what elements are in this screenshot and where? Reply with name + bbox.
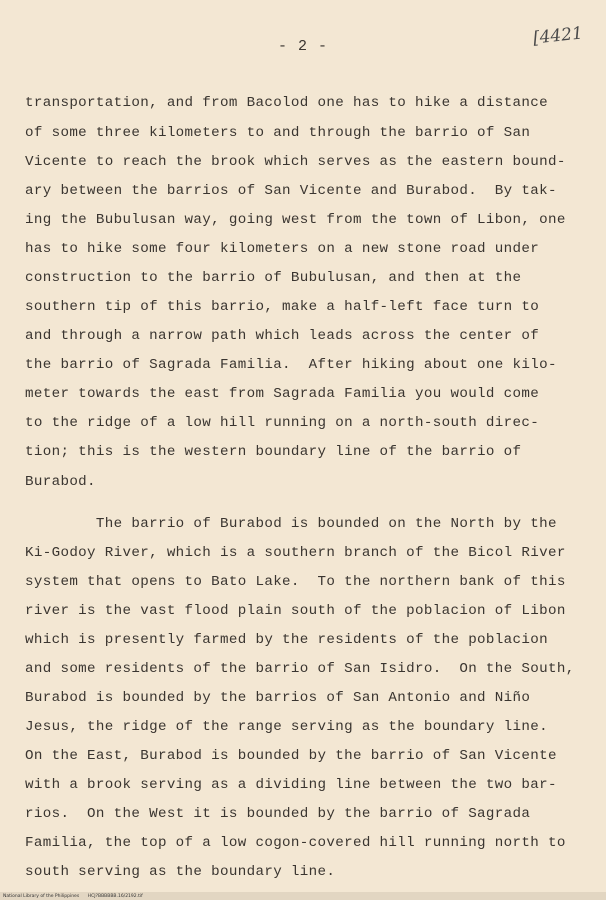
text-line: rios. On the West it is bounded by the barrio of Sagrada [25,806,531,822]
text-line: has to hike some four kilometers on a new stone road under [25,241,540,257]
text-line: ing the Bubulusan way, going west from the town of Libon, one [25,212,566,228]
text-line: On the East, Burabod is bounded by the barrio of San Vicente [25,748,557,764]
text-line: tion; this is the western boundary line of the barrio of [25,444,522,460]
text-line: Vicente to reach the brook which serves as the eastern bound- [25,154,566,170]
text-line: ary between the barrios of San Vicente and Burabod. By tak- [25,183,557,199]
text-line: the barrio of Sagrada Familia. After hiking about one kilo- [25,357,557,373]
text-line: which is presently farmed by the residents of the poblacion [25,632,548,648]
text-line: The barrio of Burabod is bounded on the North by the [25,516,557,532]
text-line: south serving as the boundary line. [25,864,336,880]
text-line: with a brook serving as a dividing line between the two bar- [25,777,557,793]
text-line: Burabod. [25,474,96,490]
text-line: Ki-Godoy River, which is a southern branch of the Bicol River [25,545,566,561]
footer-text: National Library of the Philippines HCJ?BBBBBB.16/2192.tif [3,894,143,899]
text-line: system that opens to Bato Lake. To the northern bank of this [25,574,566,590]
text-line: Burabod is bounded by the barrios of San Antonio and Niño [25,690,531,706]
text-line: and some residents of the barrio of San Isidro. On the South, [25,661,575,677]
text-line: river is the vast flood plain south of the poblacion of Libon [25,603,566,619]
text-line: Familia, the top of a low cogon-covered hill running north to [25,835,566,851]
text-line: and through a narrow path which leads across the center of [25,328,540,344]
text-line: construction to the barrio of Bubulusan, and then at the [25,270,522,286]
text-line: to the ridge of a low hill running on a north-south direc- [25,415,540,431]
text-line: southern tip of this barrio, make a half-left face turn to [25,299,540,315]
page-number: - 2 - [277,38,328,55]
text-line: Jesus, the ridge of the range serving as the boundary line. [25,719,548,735]
text-line: of some three kilometers to and through the barrio of San [25,125,531,141]
text-line: transportation, and from Bacolod one has to hike a distance [25,95,548,111]
handwritten-annotation: [4421 [532,23,584,49]
text-line: meter towards the east from Sagrada Familia you would come [25,386,540,402]
